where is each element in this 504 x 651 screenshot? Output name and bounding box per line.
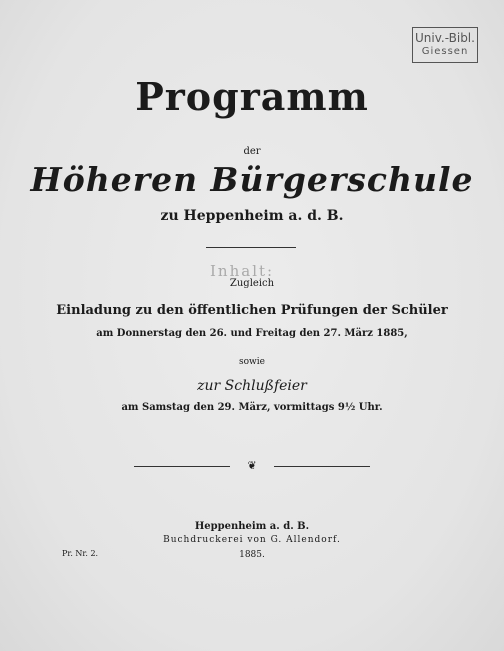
article-der: der — [243, 146, 261, 157]
imprint-printer: Buchdruckerei von G. Allendorf. — [163, 535, 341, 545]
document-title: Programm — [135, 74, 369, 119]
zugleich-text: Zugleich — [229, 278, 275, 289]
closing-ceremony-heading: zur Schlußfeier — [197, 378, 307, 394]
school-name: Höheren Bürgerschule — [30, 160, 474, 199]
sowie-text: sowie — [239, 357, 265, 367]
divider-ornament-icon: ❦ — [247, 459, 257, 472]
bleed-through-heading: Inhalt: — [210, 262, 275, 280]
library-stamp — [412, 27, 478, 63]
school-location: zu Heppenheim a. d. B. — [160, 208, 344, 224]
closing-ceremony-date: am Samstag den 29. März, vormittags 9½ Uhr. — [121, 402, 383, 413]
divider-line-left — [134, 466, 230, 467]
stamp-line-2: Giessen — [421, 46, 469, 57]
invitation-text: Einladung zu den öffentlichen Prüfungen der Schüler — [56, 303, 448, 318]
title-rule — [206, 247, 296, 248]
program-number: Pr. Nr. 2. — [62, 549, 99, 558]
exam-dates: am Donnerstag den 26. und Freitag den 27. März 1885, — [96, 328, 408, 339]
ornamental-divider — [134, 459, 370, 473]
imprint-place: Heppenheim a. d. B. — [194, 521, 310, 532]
imprint-year: 1885. — [239, 550, 265, 560]
divider-line-right — [274, 466, 370, 467]
stamp-line-1: Univ.-Bibl. — [415, 31, 475, 45]
